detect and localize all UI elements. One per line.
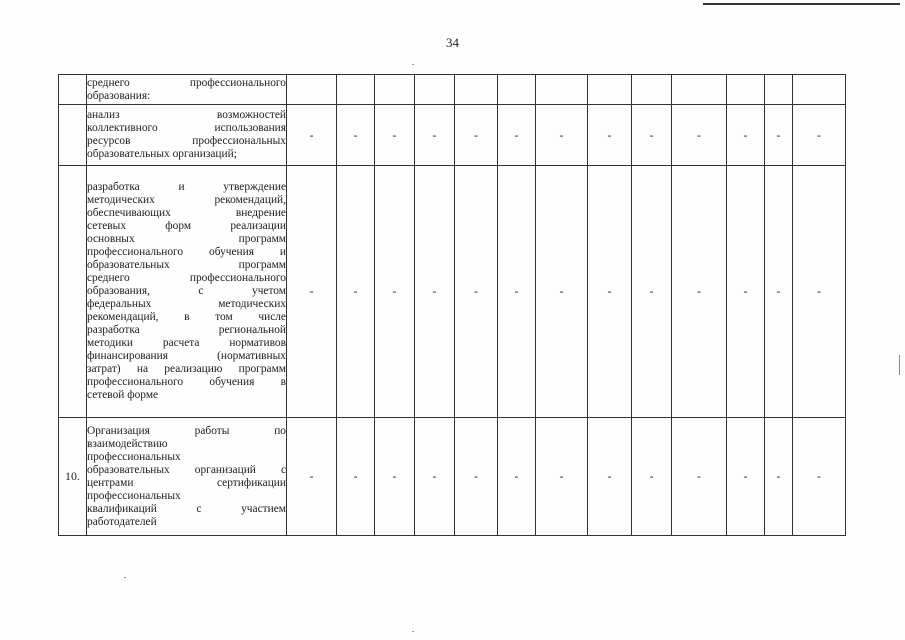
description-line: образовательных организаций с: [87, 463, 286, 476]
value-cell: -: [672, 418, 727, 536]
value-cell: -: [727, 105, 765, 166]
value-cell: [793, 75, 846, 105]
description-line: среднего профессионального: [87, 272, 286, 284]
row-description-cell: [87, 75, 287, 105]
scan-speck: [412, 64, 414, 65]
value-cell: -: [375, 166, 415, 418]
scan-speck: [412, 631, 414, 632]
value-cell: -: [498, 105, 536, 166]
description-line: образования, с учетом: [87, 285, 286, 297]
value-cell: -: [793, 418, 846, 536]
description-line: федеральных методических: [87, 298, 286, 310]
value-cell: [727, 75, 765, 105]
description-line: основных программ: [87, 233, 286, 245]
value-cell: -: [727, 166, 765, 418]
description-line: профессиональных: [87, 450, 181, 463]
description-line: профессионального обучения и: [87, 246, 286, 258]
description-line: коллективного использования: [87, 122, 286, 134]
description-line: затрат) на реализацию программ: [87, 363, 286, 375]
value-cell: -: [765, 166, 793, 418]
value-cell: -: [793, 105, 846, 166]
description-line: методических рекомендаций,: [87, 194, 286, 206]
description-line: образовательных организаций;: [87, 148, 237, 160]
value-cell: [455, 75, 498, 105]
value-cell: -: [727, 418, 765, 536]
value-cell: -: [536, 166, 588, 418]
value-cell: -: [632, 105, 672, 166]
value-cell: -: [287, 418, 337, 536]
table-row: [59, 75, 846, 105]
value-cell: -: [375, 418, 415, 536]
description-line: Организация работы по: [87, 424, 286, 437]
scan-speck: [124, 577, 126, 578]
page-number: 34: [446, 35, 459, 50]
row-number-cell: [59, 105, 87, 166]
description-line: ресурсов профессиональных: [87, 135, 286, 147]
value-cell: -: [287, 166, 337, 418]
table-row: [59, 418, 846, 536]
description-line: профессионального обучения в: [87, 376, 286, 388]
value-cell: -: [498, 418, 536, 536]
value-cell: [415, 75, 455, 105]
scan-edge-mark: [899, 355, 900, 375]
table-row: [59, 105, 846, 166]
value-cell: -: [455, 418, 498, 536]
value-cell: [765, 75, 793, 105]
description-line: методики расчета нормативов: [87, 337, 286, 349]
value-cell: -: [287, 105, 337, 166]
value-cell: -: [536, 418, 588, 536]
value-cell: -: [536, 105, 588, 166]
description-line: взаимодействию: [87, 437, 168, 450]
value-cell: -: [415, 105, 455, 166]
value-cell: -: [672, 105, 727, 166]
value-cell: -: [415, 166, 455, 418]
description-line: образования:: [87, 89, 151, 102]
row-number-cell: [59, 166, 87, 418]
row-description-cell: [87, 105, 287, 166]
table-row: [59, 166, 846, 418]
value-cell: -: [415, 418, 455, 536]
value-cell: [672, 75, 727, 105]
row-description-cell: [87, 166, 287, 418]
row-description-cell: [87, 418, 287, 536]
value-cell: -: [765, 105, 793, 166]
value-cell: [632, 75, 672, 105]
description-line: среднего профессионального: [87, 76, 286, 89]
value-cell: -: [632, 166, 672, 418]
value-cell: -: [498, 166, 536, 418]
value-cell: -: [375, 105, 415, 166]
description-line: финансирования (нормативных: [87, 350, 286, 362]
description-line: профессиональных: [87, 489, 181, 502]
value-cell: -: [672, 166, 727, 418]
document-table: [58, 74, 846, 536]
value-cell: -: [455, 105, 498, 166]
row-number-cell: 10.: [59, 418, 87, 536]
row-number-cell: [59, 75, 87, 105]
description-line: центрами сертификации: [87, 476, 286, 489]
value-cell: -: [337, 418, 375, 536]
description-line: разработка региональной: [87, 324, 286, 336]
description-line: образовательных программ: [87, 259, 286, 271]
description-line: сетевой форме: [87, 389, 159, 401]
description-line: разработка и утверждение: [87, 181, 286, 193]
value-cell: -: [632, 418, 672, 536]
value-cell: [287, 75, 337, 105]
description-line: рекомендаций, в том числе: [87, 311, 286, 323]
value-cell: -: [588, 418, 632, 536]
top-rule: [703, 3, 900, 5]
description-line: работодателей: [87, 515, 157, 528]
value-cell: [375, 75, 415, 105]
value-cell: -: [765, 418, 793, 536]
value-cell: -: [588, 105, 632, 166]
description-line: обеспечивающих внедрение: [87, 207, 286, 219]
value-cell: [536, 75, 588, 105]
value-cell: -: [337, 105, 375, 166]
value-cell: [588, 75, 632, 105]
description-line: сетевых форм реализации: [87, 220, 286, 232]
value-cell: [498, 75, 536, 105]
value-cell: [337, 75, 375, 105]
value-cell: -: [588, 166, 632, 418]
value-cell: -: [793, 166, 846, 418]
description-line: квалификаций с участием: [87, 502, 286, 515]
value-cell: -: [337, 166, 375, 418]
description-line: анализ возможностей: [87, 109, 286, 121]
value-cell: -: [455, 166, 498, 418]
